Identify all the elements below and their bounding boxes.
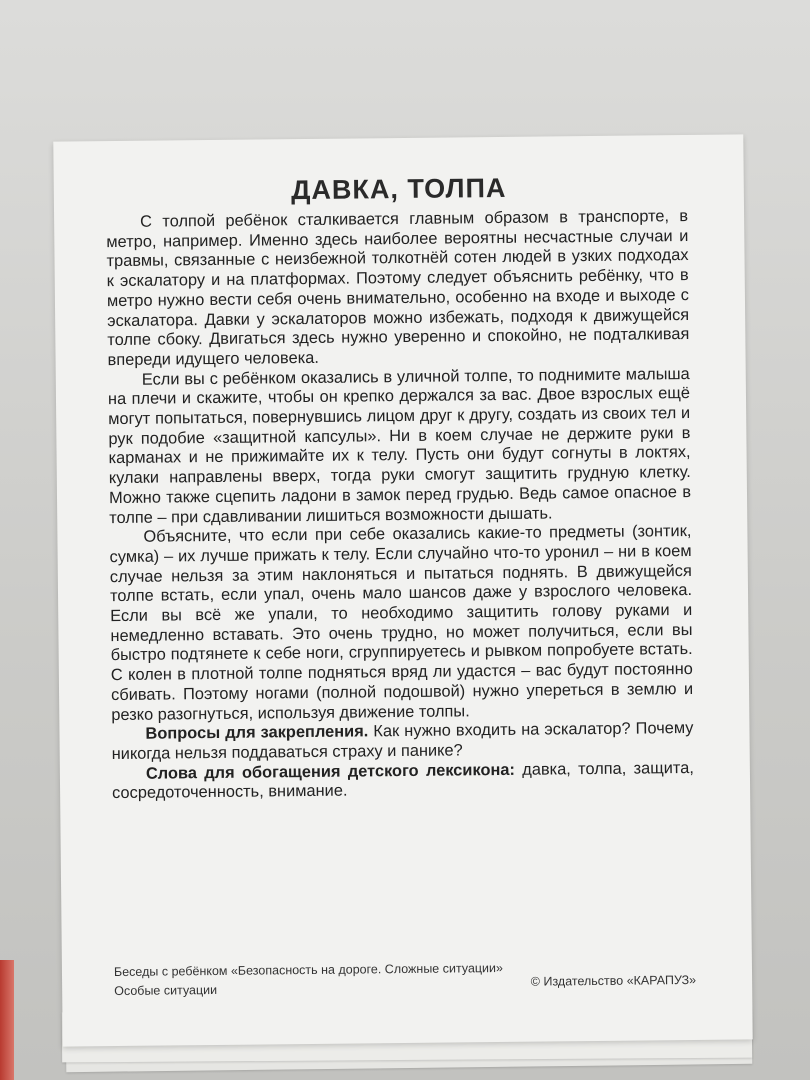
paragraph: С толпой ребёнок сталкивается главным образом в транспорте, в метро, например. Именно здесь наиболее вероятны несчастные случаи и травмы, связанные с неизбежной толкотнёй сотен людей в узких подходах к эскалатору и на платформах. Поэтому следует объяснить ребёнку, что в метро нужно вести себя очень внимательно, особенно на входе и выходе с эскалатора. Давки у эскалаторов можно избежать, подходя к движущейся толпе сбоку. Двигаться здесь нужно уверенно и спокойно, не подталкивая впереди идущего человека. <box>106 206 690 370</box>
footer-publisher: © Издательство «КАРАПУЗ» <box>530 972 697 989</box>
document-page <box>53 134 752 1046</box>
article-body <box>106 207 694 804</box>
questions-paragraph <box>111 719 693 764</box>
footer-series: Беседы с ребёнком «Безопасность на дороге. Сложные ситуации» <box>113 960 504 980</box>
paragraph: Объясните, что если при себе оказались какие-то предметы (зонтик, сумка) – их лучше прижать к телу. Если случайно что-то уронил – ни в коем случае нельзя за этим наклоняться и пытаться поднять. В движущейся толпе встать, если упал, очень мало шансов даже у взрослого человека. Если вы всё же упали, то необходимо защитить голову руками и немедленно вставать. Это очень трудно, но может получиться, если вы быстро подтянете к себе ноги, сгруппируетесь и рывком попробуете встать. С колен в плотной толпе подняться вряд ли удастся – вас будут постоянно сбивать. Поэтому ногами (полной подошвой) нужно упереться в землю и резко разогнуться, используя движение толпы. <box>109 522 694 724</box>
questions-text: Как нужно входить на эскалатор? Почему никогда нельзя поддаваться страху и панике? <box>111 719 694 764</box>
vocabulary-paragraph <box>112 759 694 804</box>
questions-label: Вопросы для закрепления. <box>145 722 369 743</box>
paragraph: Если вы с ребёнком оказались в уличной толпе, то поднимите малыша на плечи и скажите, чтобы он крепко держался за вас. Двое взрослых ещё могут попытаться, повернувшись лицом друг к другу, создать из своих тел и рук подобие «защитной капсулы». Ни в коем случае не держите руки в карманах и не прижимайте их к телу. Пусть они будут согнуты в локтях, кулаки направлены вверх, тогда руки смогут защитить грудную клетку. Можно также сцепить ладони в замок перед грудью. Ведь самое опасное в толпе – при сдавливании лишиться возможности дышать. <box>107 364 692 527</box>
vocabulary-label: Слова для обогащения детского лексикона: <box>145 760 516 783</box>
page-title: ДАВКА, ТОЛПА <box>291 172 507 206</box>
footer-left <box>114 959 503 1001</box>
vocabulary-text: давка, толпа, защита, сосредоточенность, внимание. <box>112 758 694 803</box>
red-book-edge <box>0 960 14 1080</box>
footer-section: Особые ситуации <box>114 982 218 999</box>
